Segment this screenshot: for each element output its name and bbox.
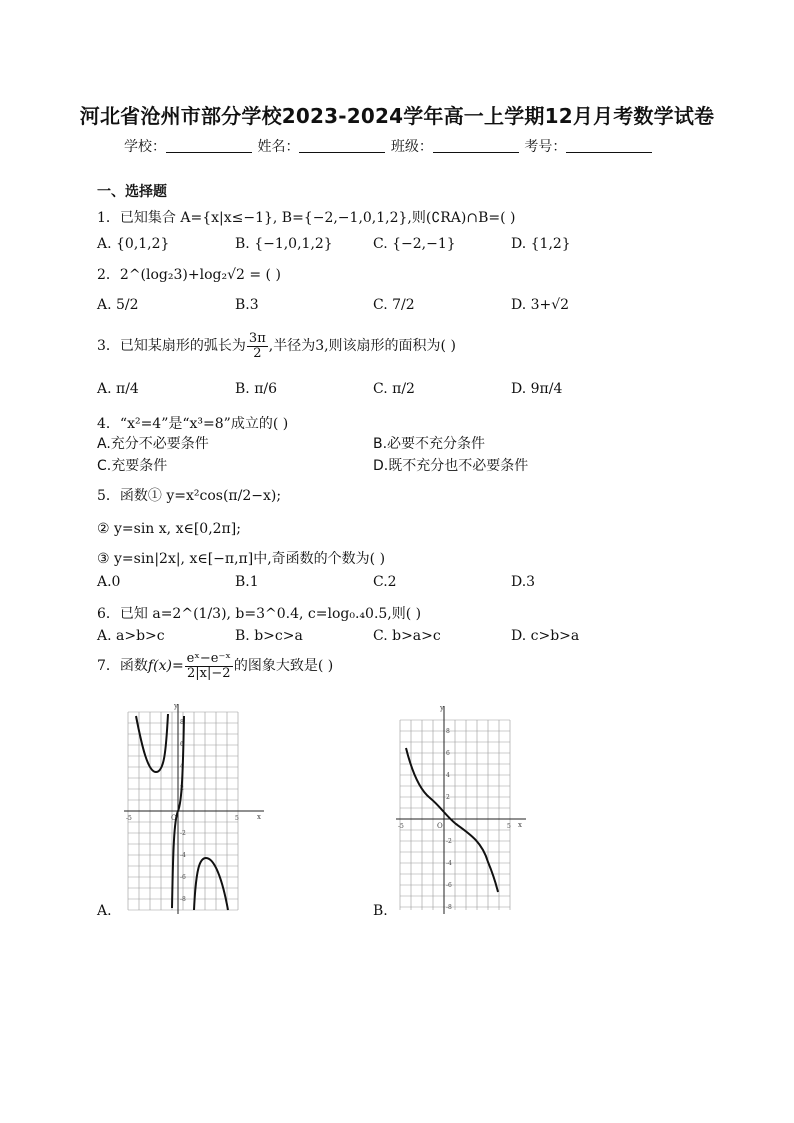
q4-opt-b: B.必要不充分条件	[373, 436, 486, 452]
graph-b-tick-y: -6	[446, 882, 452, 889]
q6-opt-c: C. b>a>c	[373, 628, 441, 644]
q3-frac-num: 3π	[248, 331, 266, 346]
graph-b-tick-y: 2	[446, 794, 450, 801]
q4-opt-c: C.充要条件	[97, 458, 168, 474]
class-blank[interactable]	[433, 138, 519, 153]
q4-stem: 4．“x²=4”是“x³=8”成立的( )	[97, 416, 289, 432]
graph-a-tick-y: -8	[180, 896, 186, 903]
graph-a-x-label: x	[257, 813, 261, 821]
name-blank[interactable]	[299, 138, 385, 153]
graph-b-tick-y: 8	[446, 728, 450, 735]
q6-opt-a: A. a>b>c	[97, 628, 165, 644]
q6-stem: 6．已知 a=2^(1/3), b=3^0.4, c=log₀.₄0.5,则( )	[97, 606, 422, 622]
q3-opt-b: B. π/6	[235, 381, 278, 397]
q5-opt-c: C.2	[373, 574, 397, 590]
q1-opt-c: C. {−2,−1}	[373, 236, 456, 252]
graph-a	[118, 702, 268, 914]
q3-opt-d: D. 9π/4	[511, 381, 563, 397]
graph-b-tick-y: 6	[446, 750, 450, 757]
q7-frac-den: 2|x|−2	[186, 665, 231, 681]
graph-b-tick-x-5: 5	[507, 823, 511, 830]
number-label: 考号：	[524, 139, 567, 155]
q2-opt-d: D. 3+√2	[511, 297, 570, 313]
q3-stem	[97, 332, 456, 360]
graph-a-tick-y: -4	[180, 852, 186, 859]
q1-opt-a: A. {0,1,2}	[97, 236, 170, 252]
q4-opt-d: D.既不充分也不必要条件	[373, 458, 529, 474]
q2-opt-b: B.3	[235, 297, 259, 313]
q6-opt-d: D. c>b>a	[511, 628, 580, 644]
q5-opt-d: D.3	[511, 574, 536, 590]
q4-opt-a: A.充分不必要条件	[97, 436, 209, 452]
q3-opt-c: C. π/2	[373, 381, 415, 397]
graph-b-origin: O	[437, 822, 443, 830]
graph-a-tick-x-5: 5	[235, 815, 239, 822]
q1-stem: 1．已知集合 A={x|x≤−1}, B={−2,−1,0,1,2},则(∁RA)∩B=( )	[97, 210, 516, 226]
graph-a-tick-y: 8	[180, 719, 184, 726]
graph-a-tick-x-neg5: -5	[126, 815, 132, 822]
graph-b	[390, 702, 540, 914]
q2-stem: 2．2^(log₂3)+log₂√2 = ( )	[97, 267, 281, 283]
q1-opt-d: D. {1,2}	[511, 236, 571, 252]
graph-b-y-label: y	[440, 704, 444, 712]
graph-b-label: B.	[373, 903, 388, 919]
q5-line2: ② y=sin x, x∈[0,2π];	[97, 521, 241, 537]
graph-a-tick-y: 2	[180, 785, 184, 792]
q5-line3: ③ y=sin|2x|, x∈[−π,π]中,奇函数的个数为( )	[97, 551, 386, 567]
graph-b-grid	[400, 720, 510, 910]
q2-opt-c: C. 7/2	[373, 297, 415, 313]
section-heading: 一、选择题	[97, 184, 167, 200]
q7-stem	[97, 652, 333, 680]
q3-stem-a: 3．已知某扇形的弧长为	[97, 338, 246, 355]
graph-a-tick-y: -6	[180, 874, 186, 881]
graph-b-tick-x-neg5: -5	[398, 823, 404, 830]
school-label: 学校：	[124, 139, 166, 155]
graph-a-tick-y: -2	[180, 830, 186, 837]
student-info	[124, 136, 653, 156]
class-label: 班级：	[390, 139, 433, 155]
q7-stem-a: 7．函数	[97, 658, 148, 675]
school-blank[interactable]	[166, 138, 252, 153]
q1-opt-b: B. {−1,0,1,2}	[235, 236, 333, 252]
graph-b-tick-y: -8	[446, 904, 452, 911]
graph-a-tick-y: 4	[180, 763, 184, 770]
graph-b-tick-y: -2	[446, 838, 452, 845]
name-label: 姓名：	[257, 139, 300, 155]
q7-eq: =	[171, 658, 184, 675]
q7-fx: f(x)	[147, 658, 172, 675]
graph-a-origin: O	[171, 814, 177, 822]
q3-frac-den: 2	[253, 345, 262, 361]
q3-opt-a: A. π/4	[97, 381, 139, 397]
graph-b-tick-y: 4	[446, 772, 450, 779]
q7-stem-b: 的图象大致是( )	[233, 658, 334, 675]
graph-a-tick-y: 6	[180, 741, 184, 748]
q5-line1: 5．函数① y=x²cos(π/2−x);	[97, 488, 282, 504]
q7-fraction	[185, 652, 233, 680]
graph-b-tick-y: -4	[446, 860, 452, 867]
q3-fraction	[247, 332, 268, 360]
graph-a-y-label: y	[174, 702, 178, 710]
number-blank[interactable]	[566, 138, 652, 153]
page-title: 河北省沧州市部分学校2023-2024学年高一上学期12月月考数学试卷	[79, 104, 715, 128]
graph-a-label: A.	[97, 903, 112, 919]
graph-b-curve	[406, 748, 498, 892]
graph-b-x-label: x	[518, 821, 522, 829]
q7-frac-num: eˣ−e⁻ˣ	[186, 651, 231, 666]
q6-opt-b: B. b>c>a	[235, 628, 303, 644]
q3-stem-b: ,半径为3,则该扇形的面积为( )	[268, 338, 456, 355]
q2-opt-a: A. 5/2	[97, 297, 139, 313]
q5-opt-b: B.1	[235, 574, 259, 590]
q5-opt-a: A.0	[97, 574, 121, 590]
